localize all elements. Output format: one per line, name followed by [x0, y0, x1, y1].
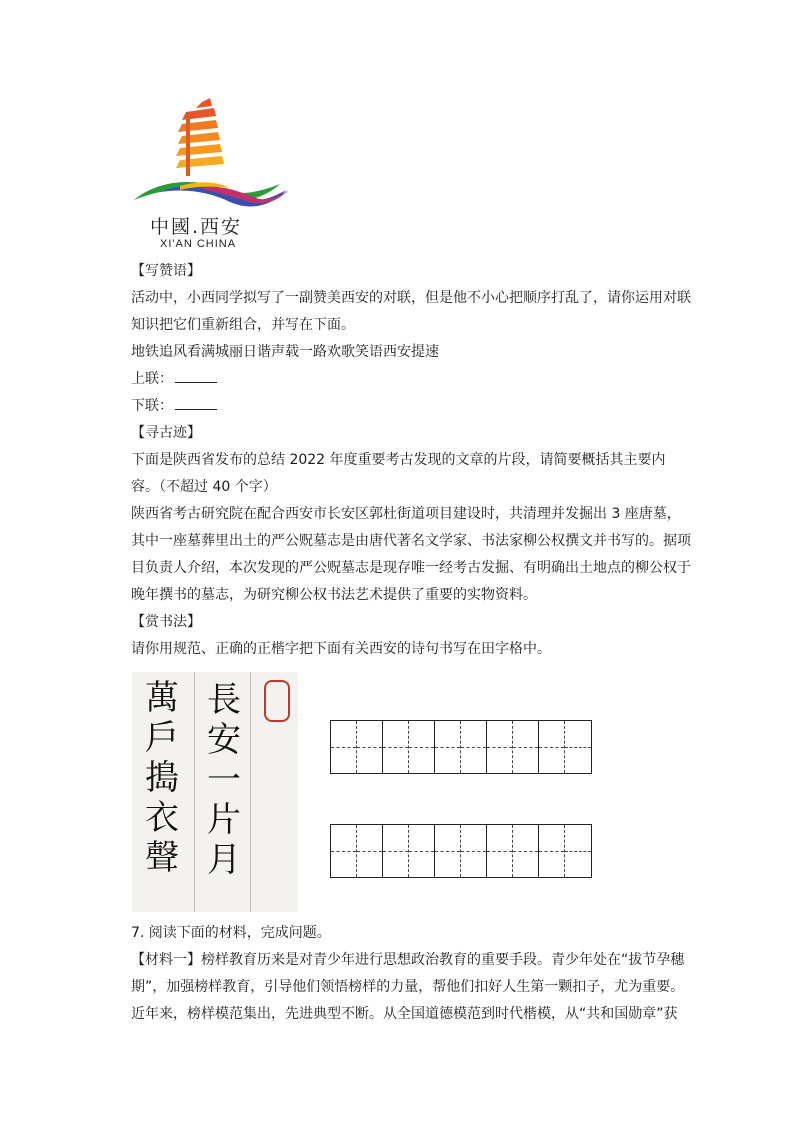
grid-cell[interactable] — [513, 721, 539, 773]
grid-cell[interactable] — [487, 721, 513, 773]
logo-chinese-text: 中國.西安 — [150, 216, 243, 238]
lower-couplet-label: 下联： — [131, 398, 173, 414]
section2-passage: 陕西省考古研究院在配合西安市长安区郭杜街道项目建设时，共清理并发掘出 3 座唐墓，其中一座墓葬里出土的严公贶墓志是由唐代著名文学家、书法家柳公权撰文并书写的。据项目负责人介绍，本次发现的严公贶墓志是现存唯一经考古发掘、有明确出土地点的柳公权于晚年撰书的墓志，为研究柳公权书法艺术提供了重要的实物资料。 — [131, 506, 691, 603]
section3-heading: 【赏书法】 — [131, 614, 201, 630]
section2-heading: 【寻古迹】 — [131, 425, 201, 441]
grid-cell[interactable] — [513, 825, 539, 877]
grid-cell[interactable] — [357, 825, 383, 877]
grid-cell[interactable] — [539, 825, 565, 877]
paper-fold-line — [194, 672, 195, 912]
upper-couplet-line — [131, 366, 691, 393]
logo-english-text: XI'AN CHINA — [160, 238, 237, 250]
grid-cell[interactable] — [461, 825, 487, 877]
section1-instruction: 活动中，小西同学拟写了一副赞美西安的对联，但是他不小心把顺序打乱了，请你运用对联知识把它们重新组合，并写在下面。 — [131, 290, 691, 333]
grid-cell[interactable] — [383, 825, 409, 877]
lower-couplet-blank[interactable] — [175, 393, 217, 410]
upper-couplet-label: 上联： — [131, 371, 173, 387]
grid-cell[interactable] — [565, 825, 591, 877]
grid-cell[interactable] — [565, 721, 591, 773]
calligraphy-column-right: 長安一片月 — [207, 680, 241, 880]
document-body — [131, 258, 691, 663]
grid-cell[interactable] — [435, 825, 461, 877]
question7-title: 7. 阅读下面的材料，完成问题。 — [131, 925, 331, 941]
upper-couplet-blank[interactable] — [175, 366, 217, 383]
tianzige-grid-1[interactable] — [330, 720, 592, 774]
grid-cell[interactable] — [331, 721, 357, 773]
grid-cell[interactable] — [539, 721, 565, 773]
grid-cell[interactable] — [487, 825, 513, 877]
question7 — [131, 920, 691, 1028]
paper-fold-line — [250, 672, 251, 912]
grid-cell[interactable] — [357, 721, 383, 773]
material-one: 【材料一】榜样教育历来是对青少年进行思想政治教育的重要手段。青少年处在“拔节孕穗期”，加强榜样教育，引导他们领悟榜样的力量，帮他们扣好人生第一颗扣子，尤为重要。近年来，榜样模范集出，先进典型不断。从全国道德模范到时代楷模，从“共和国勋章”获 — [131, 952, 685, 1022]
section1-heading: 【写赞语】 — [131, 263, 201, 279]
grid-cell[interactable] — [331, 825, 357, 877]
calligraphy-column-left: 萬戶搗衣聲 — [145, 678, 179, 878]
grid-cell[interactable] — [435, 721, 461, 773]
scrambled-couplet: 地铁追风看满城丽日谐声载一路欢歌笑语西安提速 — [131, 344, 439, 360]
section3-instruction: 请你用规范、正确的正楷字把下面有关西安的诗句书写在田字格中。 — [131, 641, 551, 657]
section2-instruction: 下面是陕西省发布的总结 2022 年度重要考古发现的文章的片段，请简要概括其主要内容。（不超过 40 个字） — [131, 452, 666, 495]
grid-cell[interactable] — [409, 721, 435, 773]
lower-couplet-line — [131, 393, 691, 420]
red-seal-stamp — [264, 680, 290, 722]
grid-cell[interactable] — [409, 825, 435, 877]
calligraphy-image — [132, 672, 298, 912]
grid-cell[interactable] — [461, 721, 487, 773]
grid-cell[interactable] — [383, 721, 409, 773]
tianzige-grid-2[interactable] — [330, 824, 592, 878]
